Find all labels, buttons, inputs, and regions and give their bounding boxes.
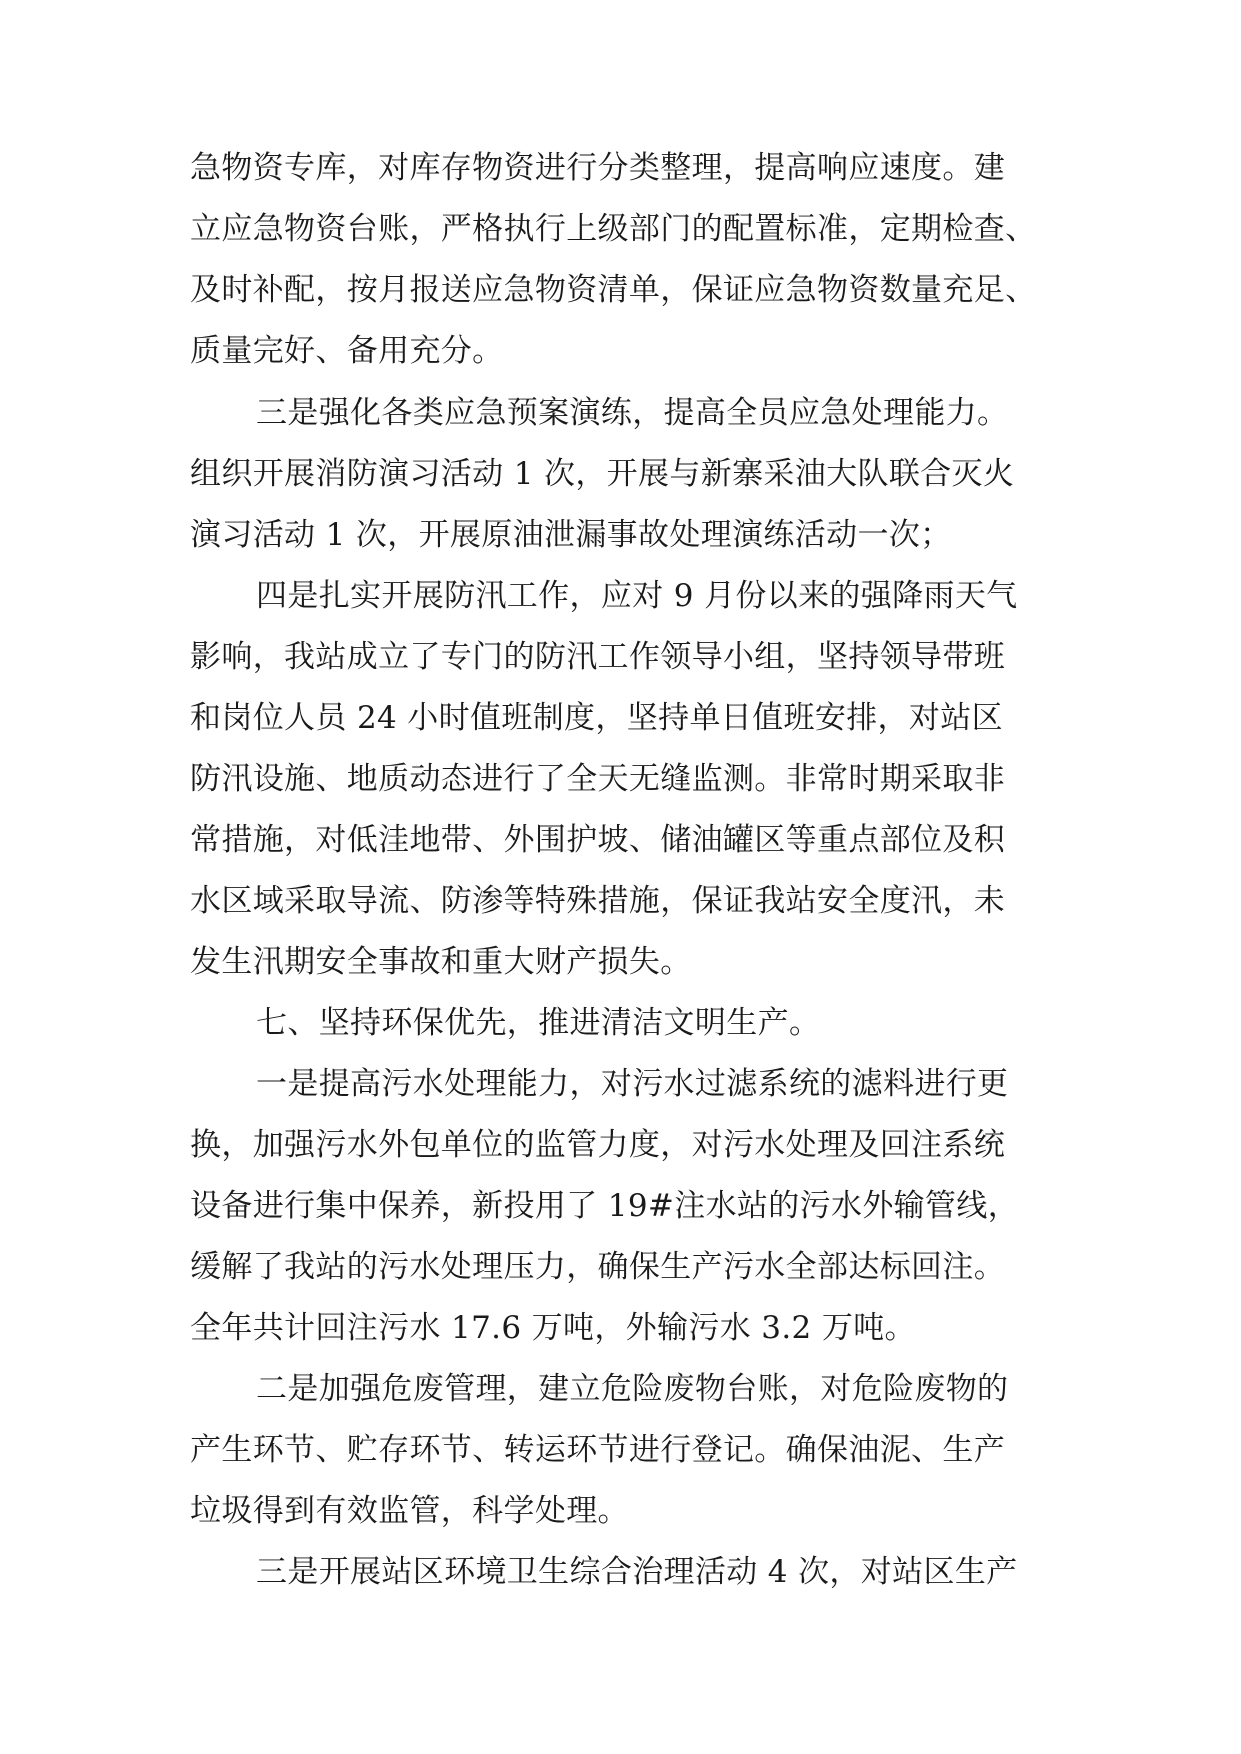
text-line: 急物资专库，对库存物资进行分类整理，提高响应速度。建 xyxy=(190,150,1006,186)
paragraph-start-line: 一是提高污水处理能力，对污水过滤系统的滤料进行更 xyxy=(256,1066,1009,1102)
paragraph-start-line: 二是加强危废管理，建立危险废物台账，对危险废物的 xyxy=(256,1371,1009,1407)
paragraph-start-line: 四是扎实开展防汛工作，应对 9 月份以来的强降雨天气 xyxy=(256,578,1018,614)
text-line: 全年共计回注污水 17.6 万吨，外输污水 3.2 万吨。 xyxy=(190,1310,916,1346)
text-line: 换，加强污水外包单位的监管力度，对污水处理及回注系统 xyxy=(190,1127,1006,1163)
text-line: 产生环节、贮存环节、转运环节进行登记。确保油泥、生产 xyxy=(190,1432,1006,1468)
text-line: 影响，我站成立了专门的防汛工作领导小组，坚持领导带班 xyxy=(190,639,1006,675)
text-line: 发生汛期安全事故和重大财产损失。 xyxy=(190,944,692,980)
text-line: 常措施，对低洼地带、外围护坡、储油罐区等重点部位及积 xyxy=(190,822,1006,858)
text-line: 和岗位人员 24 小时值班制度，坚持单日值班安排，对站区 xyxy=(190,700,1003,736)
section-heading: 七、坚持环保优先，推进清洁文明生产。 xyxy=(256,1005,821,1041)
paragraph-start-line: 三是强化各类应急预案演练，提高全员应急处理能力。 xyxy=(256,395,1009,431)
text-line: 防汛设施、地质动态进行了全天无缝监测。非常时期采取非 xyxy=(190,761,1006,797)
text-line: 组织开展消防演习活动 1 次，开展与新寨采油大队联合灭火 xyxy=(190,456,1015,492)
text-line: 质量完好、备用充分。 xyxy=(190,333,504,369)
text-line: 及时补配，按月报送应急物资清单，保证应急物资数量充足、 xyxy=(190,272,1037,308)
text-line: 设备进行集中保养，新投用了 19#注水站的污水外输管线， xyxy=(190,1188,1020,1224)
text-line: 立应急物资台账，严格执行上级部门的配置标准，定期检查、 xyxy=(190,211,1037,247)
text-line: 缓解了我站的污水处理压力，确保生产污水全部达标回注。 xyxy=(190,1249,1006,1285)
text-line: 演习活动 1 次，开展原油泄漏事故处理演练活动一次； xyxy=(190,517,952,553)
text-line: 水区域采取导流、防渗等特殊措施，保证我站安全度汛，未 xyxy=(190,883,1006,919)
text-line: 垃圾得到有效监管，科学处理。 xyxy=(190,1493,629,1529)
paragraph-start-line: 三是开展站区环境卫生综合治理活动 4 次，对站区生产 xyxy=(256,1554,1018,1590)
